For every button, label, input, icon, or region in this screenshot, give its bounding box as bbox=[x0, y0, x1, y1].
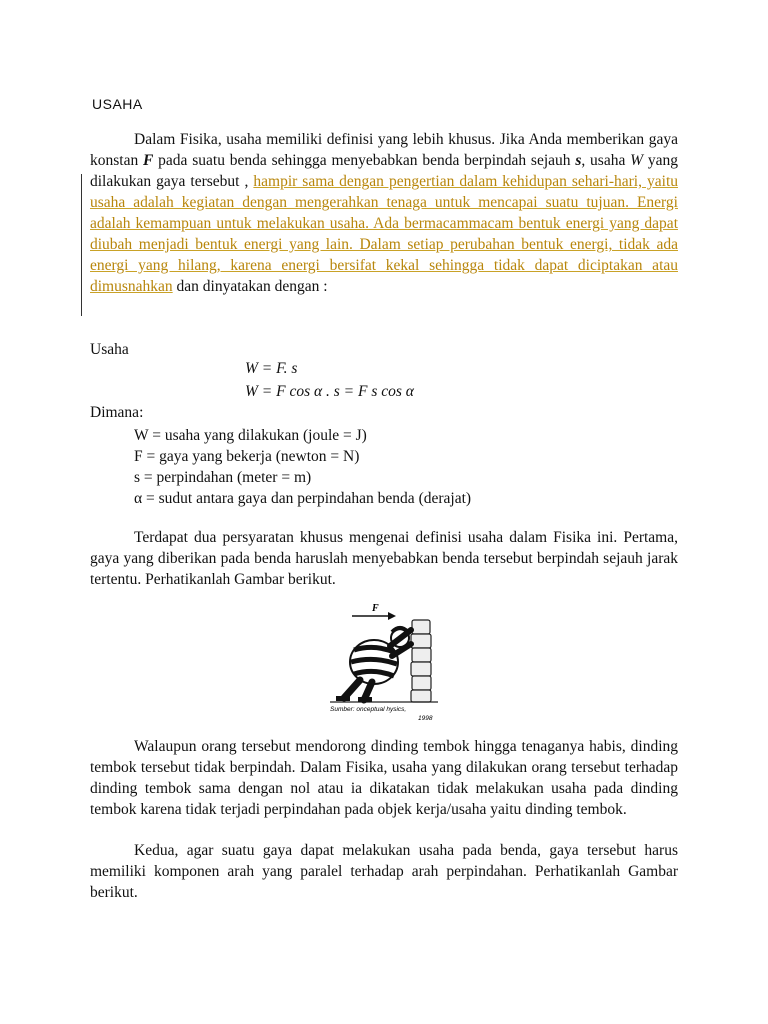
man-figure bbox=[336, 628, 411, 702]
definitions-heading: Dimana: bbox=[90, 404, 144, 421]
change-bar bbox=[81, 174, 82, 316]
definition-item: α = sudut antara gaya dan perpindahan benda (derajat) bbox=[134, 490, 472, 507]
definition-item: F = gaya yang bekerja (newton = N) bbox=[134, 448, 360, 465]
figure-man-pushing-wall bbox=[328, 600, 448, 722]
paragraph-second-requirement: Kedua, agar suatu gaya dapat melakukan usaha pada benda, gaya tersebut harus memiliki komponen arah yang paralel terhadap arah perpindahan. Perhatikanlah Gambar berikut. bbox=[90, 842, 678, 901]
force-label: F bbox=[372, 603, 379, 614]
definition-item: s = perpindahan (meter = m) bbox=[134, 469, 312, 486]
definition-item: W = usaha yang dilakukan (joule = J) bbox=[134, 427, 367, 444]
highlighted-text[interactable]: hampir sama dengan pengertian dalam kehidupan sehari-hari, yaitu usaha adalah kegiatan dengan mengerahkan tenaga untuk mencapai suatu tujuan. Energi adalah kemampuan untuk melakukan usaha. Ada bermacammacam bentuk energi yang dapat diubah menjadi bentuk energi yang lain. Dalam setiap perubahan bentuk energi, tidak ada energi yang hilang, karena energi bersifat kekal sehingga tidak dapat diciptakan atau dimusnahkan bbox=[90, 173, 678, 295]
stone-wall bbox=[411, 620, 431, 702]
paragraph-wall-example: Walaupun orang tersebut mendorong dinding tembok hingga tenaganya habis, dinding tembok tersebut tidak berpindah. Dalam Fisika, usaha yang dilakukan orang tersebut terhadap dinding tembok sama dengan nol atau ia dikatakan tidak melakukan usaha pada dinding tembok karena tidak terjadi perpindahan pada objek kerja/usaha yaitu dinding tembok. bbox=[90, 738, 678, 818]
figure-caption: Sumber: onceptual hysics, bbox=[330, 706, 407, 713]
man-pushing-wall-illustration bbox=[328, 600, 448, 722]
page-title: USAHA bbox=[92, 96, 143, 112]
paragraph-requirements: Terdapat dua persyaratan khusus mengenai definisi usaha dalam Fisika ini. Pertama, gaya yang diberikan pada benda haruslah menyebabkan benda tersebut berpindah sejauh jarak tertentu. Perhatikanlah Gambar berikut. bbox=[90, 529, 678, 588]
definitions-list bbox=[134, 425, 471, 509]
force-arrowhead bbox=[388, 612, 396, 620]
formula-work-angle: W = F cos α . s = F s cos α bbox=[245, 383, 414, 400]
paragraph-intro: Dalam Fisika, usaha memiliki definisi yang lebih khusus. Jika Anda memberikan gaya konstan F pada suatu benda sehingga menyebabkan benda berpindah sejauh s, usaha W yang dilakukan gaya tersebut , hampir sama dengan pengertian dalam kehidupan sehari-hari, yaitu usaha adalah kegiatan dengan mengerahkan tenaga untuk mencapai suatu tujuan. Energi adalah kemampuan untuk melakukan usaha. Ada bermacammacam bentuk energi yang dapat diubah menjadi bentuk energi yang lain. Dalam setiap perubahan bentuk energi, tidak ada energi yang hilang, karena energi bersifat kekal sehingga tidak dapat diciptakan atau dimusnahkan dan dinyatakan dengan : bbox=[90, 131, 679, 295]
formula-label: Usaha bbox=[90, 341, 129, 358]
figure-year: 1998 bbox=[418, 715, 433, 722]
formula-work: W = F. s bbox=[245, 360, 298, 377]
